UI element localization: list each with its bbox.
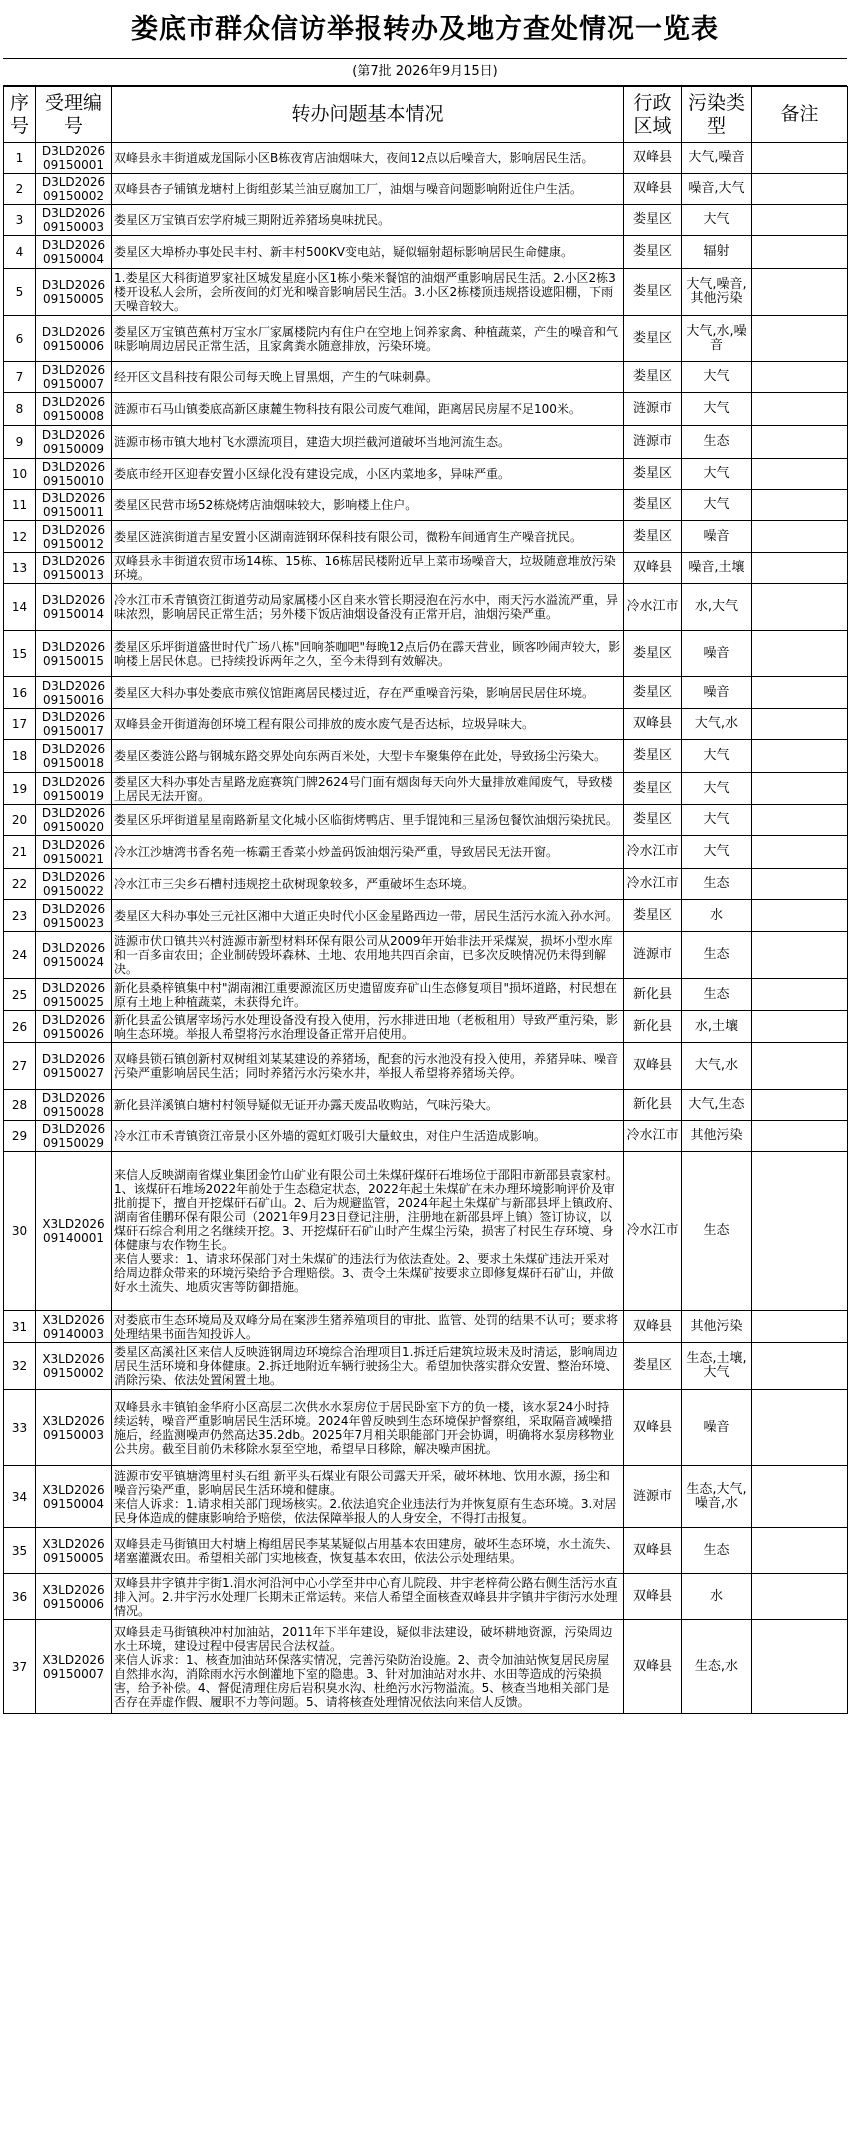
cell-note xyxy=(752,677,848,709)
cell-region: 娄星区 xyxy=(624,631,682,677)
table-row xyxy=(4,205,848,236)
cell-region: 双峰县 xyxy=(624,1574,682,1620)
cell-type: 生态 xyxy=(682,1152,752,1311)
table-row xyxy=(4,553,848,584)
cell-code: D3LD2026 09150019 xyxy=(36,773,112,805)
cell-region: 双峰县 xyxy=(624,1043,682,1090)
cell-type: 大气,水 xyxy=(682,1043,752,1090)
table-row xyxy=(4,932,848,979)
cell-note xyxy=(752,1090,848,1121)
table-row xyxy=(4,677,848,709)
cell-region: 娄星区 xyxy=(624,236,682,269)
cell-region: 新化县 xyxy=(624,979,682,1011)
cell-desc: 来信人反映湖南省煤业集团金竹山矿业有限公司土朱煤矸煤矸石堆场位于邵阳市新邵县袁家村。1、该煤矸石堆场2022年前处于生态稳定状态，2022年起土朱煤矿在未办理环境影响评价及审批前提下，擅自开挖煤矸石矿山。2、后为规避监管，2024年起土朱煤矿与新邵县坪上镇政府、湖南省佳鹏环保有限公司（2021年9月23日登记注册，注册地在新邵县坪上镇）签订协议，以煤矸石综合利用之名继续开挖。3、开挖煤矸石矿山时产生煤尘污染，损害了村民生存环境、身体健康与农作物生长。 来信人要求：1、请求环保部门对土朱煤矿的违法行为依法查处。2、要求土朱煤矿违法开采对给周边群众带来的环境污染给予合理赔偿。3、责令土朱煤矿按要求立即修复煤矸石矿山，并做好水土流失、地质灾害等防御措施。 xyxy=(112,1152,624,1311)
cell-region: 娄星区 xyxy=(624,205,682,236)
cell-note xyxy=(752,1311,848,1343)
header-region: 行政区域 xyxy=(624,87,682,143)
cell-type: 其他污染 xyxy=(682,1121,752,1152)
cell-region: 娄星区 xyxy=(624,490,682,521)
cell-code: D3LD2026 09150027 xyxy=(36,1043,112,1090)
cell-code: D3LD2026 09150024 xyxy=(36,932,112,979)
cell-note xyxy=(752,1011,848,1043)
table-row xyxy=(4,1121,848,1152)
cell-note xyxy=(752,174,848,205)
cell-type: 其他污染 xyxy=(682,1311,752,1343)
cell-code: D3LD2026 09150004 xyxy=(36,236,112,269)
cell-no: 21 xyxy=(4,836,36,869)
cell-desc: 双峰县走马街镇田大村塘上梅组居民李某某疑似占用基本农田建房，破坏生态环境，水土流失、堵塞灌溉农田。希望相关部门实地核查，恢复基本农田，依法公示处理结果。 xyxy=(112,1528,624,1574)
cell-note xyxy=(752,709,848,740)
cell-type: 噪音 xyxy=(682,1390,752,1466)
table-header-row xyxy=(4,87,848,143)
header-type: 污染类型 xyxy=(682,87,752,143)
cell-region: 冷水江市 xyxy=(624,869,682,900)
cell-code: D3LD2026 09150006 xyxy=(36,316,112,362)
table-row xyxy=(4,805,848,836)
cell-note xyxy=(752,773,848,805)
cell-region: 涟源市 xyxy=(624,1466,682,1528)
cell-note xyxy=(752,393,848,426)
cell-type: 噪音 xyxy=(682,677,752,709)
cell-note xyxy=(752,362,848,393)
table-row xyxy=(4,1528,848,1574)
cell-region: 新化县 xyxy=(624,1011,682,1043)
cell-note xyxy=(752,1043,848,1090)
cell-type: 大气,生态 xyxy=(682,1090,752,1121)
cell-no: 5 xyxy=(4,269,36,316)
cell-desc: 双峰县杏子铺镇龙塘村上街组彭某兰油豆腐加工厂，油烟与噪音问题影响附近住户生活。 xyxy=(112,174,624,205)
cell-note xyxy=(752,932,848,979)
cell-desc: 新化县孟公镇屠宰场污水处理设备没有投入使用，污水排进田地（老板租用）导致严重污染，影响生态环境。举报人希望将污水治理设备正常开启使用。 xyxy=(112,1011,624,1043)
cell-code: D3LD2026 09150025 xyxy=(36,979,112,1011)
cell-no: 29 xyxy=(4,1121,36,1152)
table-row xyxy=(4,1466,848,1528)
table-row xyxy=(4,490,848,521)
cell-no: 3 xyxy=(4,205,36,236)
table-row xyxy=(4,1343,848,1390)
cell-no: 18 xyxy=(4,740,36,773)
cell-region: 双峰县 xyxy=(624,1620,682,1714)
cell-note xyxy=(752,584,848,631)
cell-desc: 娄底市经开区迎春安置小区绿化没有建设完成，小区内菜地多，异味严重。 xyxy=(112,459,624,490)
cell-no: 11 xyxy=(4,490,36,521)
cell-type: 大气 xyxy=(682,362,752,393)
cell-region: 娄星区 xyxy=(624,900,682,932)
table-row xyxy=(4,900,848,932)
cell-note xyxy=(752,1343,848,1390)
cell-code: D3LD2026 09150008 xyxy=(36,393,112,426)
header-code: 受理编号 xyxy=(36,87,112,143)
cell-note xyxy=(752,1466,848,1528)
cell-note xyxy=(752,236,848,269)
cell-no: 32 xyxy=(4,1343,36,1390)
table-row xyxy=(4,269,848,316)
table-row xyxy=(4,236,848,269)
cell-no: 27 xyxy=(4,1043,36,1090)
cell-type: 生态 xyxy=(682,869,752,900)
cell-note xyxy=(752,631,848,677)
table-row xyxy=(4,521,848,553)
cell-region: 双峰县 xyxy=(624,553,682,584)
cell-region: 双峰县 xyxy=(624,1528,682,1574)
cell-desc: 娄星区大科办事处三元社区湘中大道正央时代小区金星路西边一带，居民生活污水流入孙水河。 xyxy=(112,900,624,932)
cell-type: 生态 xyxy=(682,932,752,979)
cell-note xyxy=(752,426,848,459)
cell-code: D3LD2026 09150005 xyxy=(36,269,112,316)
cell-region: 冷水江市 xyxy=(624,584,682,631)
cell-type: 生态,水 xyxy=(682,1620,752,1714)
cell-desc: 新化县洋溪镇白塘村村领导疑似无证开办露天废品收购站，气味污染大。 xyxy=(112,1090,624,1121)
cell-no: 22 xyxy=(4,869,36,900)
cell-code: D3LD2026 09150001 xyxy=(36,143,112,174)
cell-code: D3LD2026 09150020 xyxy=(36,805,112,836)
table-row xyxy=(4,174,848,205)
table-row xyxy=(4,869,848,900)
cell-type: 水,土壤 xyxy=(682,1011,752,1043)
cell-desc: 冷水江市禾青镇资江街道劳动局家属楼小区自来水管长期浸泡在污水中，雨天污水溢流严重，异味浓烈，影响居民正常生活；另外楼下饭店油烟设备没有正常开启，油烟污染严重。 xyxy=(112,584,624,631)
table-row xyxy=(4,426,848,459)
cell-code: X3LD2026 09150005 xyxy=(36,1528,112,1574)
cell-desc: 娄星区民营市场52栋烧烤店油烟味较大，影响楼上住户。 xyxy=(112,490,624,521)
cell-region: 娄星区 xyxy=(624,362,682,393)
table-row xyxy=(4,1574,848,1620)
table-row xyxy=(4,1090,848,1121)
cell-type: 生态 xyxy=(682,1528,752,1574)
cell-note xyxy=(752,269,848,316)
cell-code: X3LD2026 09150006 xyxy=(36,1574,112,1620)
cell-type: 大气,水,噪音 xyxy=(682,316,752,362)
cell-note xyxy=(752,553,848,584)
cell-note xyxy=(752,205,848,236)
cell-region: 娄星区 xyxy=(624,1343,682,1390)
cell-note xyxy=(752,805,848,836)
cell-note xyxy=(752,836,848,869)
cell-code: D3LD2026 09150023 xyxy=(36,900,112,932)
cell-desc: 娄星区乐坪街道盛世时代广场八栋"回响茶咖吧"每晚12点后仍在霹天营业，顾客吵闹声较大，影响楼上居民休息。已持续投诉两年之久，至今未得到有效解决。 xyxy=(112,631,624,677)
cell-type: 大气 xyxy=(682,740,752,773)
cell-region: 双峰县 xyxy=(624,143,682,174)
cell-desc: 涟源市杨市镇大地村飞水漂流项目，建造大坝拦截河道破坏当地河流生态。 xyxy=(112,426,624,459)
cell-code: D3LD2026 09150003 xyxy=(36,205,112,236)
cell-note xyxy=(752,1121,848,1152)
cell-no: 17 xyxy=(4,709,36,740)
cell-desc: 涟源市石马山镇娄底高新区康麓生物科技有限公司废气难闻，距离居民房屋不足100米。 xyxy=(112,393,624,426)
cell-desc: 冷水江市三尖乡石槽村违规挖土砍树现象较多，严重破坏生态环境。 xyxy=(112,869,624,900)
cell-note xyxy=(752,1574,848,1620)
cell-code: X3LD2026 09140001 xyxy=(36,1152,112,1311)
cell-region: 涟源市 xyxy=(624,393,682,426)
cell-region: 双峰县 xyxy=(624,709,682,740)
cell-no: 9 xyxy=(4,426,36,459)
cell-code: X3LD2026 09150003 xyxy=(36,1390,112,1466)
cell-type: 噪音,大气 xyxy=(682,174,752,205)
cell-region: 娄星区 xyxy=(624,269,682,316)
cell-code: D3LD2026 09150010 xyxy=(36,459,112,490)
cell-no: 23 xyxy=(4,900,36,932)
cell-region: 娄星区 xyxy=(624,521,682,553)
table-row xyxy=(4,1620,848,1714)
cell-desc: 双峰县井字镇井宇街1.涓水河沿河中心小学至井中心育儿院段、井宇老梓荷公路右侧生活污水直排入河。2.井宇污水处理厂长期未正常运转。来信人希望全面核查双峰县井字镇井宇街污水处理情况。 xyxy=(112,1574,624,1620)
cell-no: 28 xyxy=(4,1090,36,1121)
table-row xyxy=(4,979,848,1011)
cell-type: 噪音 xyxy=(682,521,752,553)
table-row xyxy=(4,836,848,869)
cell-type: 大气 xyxy=(682,836,752,869)
cell-code: D3LD2026 09150015 xyxy=(36,631,112,677)
cell-no: 19 xyxy=(4,773,36,805)
cell-desc: 娄星区高溪社区来信人反映涟钢周边环境综合治理项目1.拆迁后建筑垃圾未及时清运，影响周边居民生活环境和身体健康。2.拆迁地附近车辆行驶扬尘大。希望加快落实群众安置、整治环境、消除污染、依法处置闲置土地。 xyxy=(112,1343,624,1390)
cell-region: 娄星区 xyxy=(624,677,682,709)
cell-desc: 经开区文昌科技有限公司每天晚上冒黑烟，产生的气味刺鼻。 xyxy=(112,362,624,393)
table-row xyxy=(4,1311,848,1343)
cell-type: 辐射 xyxy=(682,236,752,269)
cell-code: X3LD2026 09140003 xyxy=(36,1311,112,1343)
header-note: 备注 xyxy=(752,87,848,143)
cell-region: 娄星区 xyxy=(624,773,682,805)
table-row xyxy=(4,740,848,773)
cell-region: 涟源市 xyxy=(624,932,682,979)
cell-note xyxy=(752,1390,848,1466)
cell-type: 生态,土壤,大气 xyxy=(682,1343,752,1390)
cell-type: 水 xyxy=(682,1574,752,1620)
cell-desc: 冷水江沙塘湾书香名苑一栋霸王香菜小炒盖码饭油烟污染严重，导致居民无法开窗。 xyxy=(112,836,624,869)
cell-region: 娄星区 xyxy=(624,459,682,490)
cell-note xyxy=(752,979,848,1011)
cell-no: 7 xyxy=(4,362,36,393)
cell-desc: 娄星区万宝镇芭蕉村万宝水厂家属楼院内有住户在空地上饲养家禽、种植蔬菜，产生的噪音和气味影响周边居民正常生活，且家禽粪水随意排放，污染环境。 xyxy=(112,316,624,362)
table-row xyxy=(4,1152,848,1311)
table-row xyxy=(4,1390,848,1466)
cell-desc: 娄星区涟滨街道吉星安置小区湖南涟钢环保科技有限公司，微粉车间通宵生产噪音扰民。 xyxy=(112,521,624,553)
complaint-table xyxy=(3,86,848,1714)
cell-no: 20 xyxy=(4,805,36,836)
cell-no: 35 xyxy=(4,1528,36,1574)
cell-desc: 双峰县永丰街道威龙国际小区B栋夜宵店油烟味大，夜间12点以后噪音大，影响居民生活。 xyxy=(112,143,624,174)
cell-no: 1 xyxy=(4,143,36,174)
cell-no: 6 xyxy=(4,316,36,362)
cell-no: 4 xyxy=(4,236,36,269)
cell-code: D3LD2026 09150014 xyxy=(36,584,112,631)
cell-type: 大气 xyxy=(682,805,752,836)
cell-code: D3LD2026 09150002 xyxy=(36,174,112,205)
cell-desc: 对娄底市生态环境局及双峰分局在案涉生猪养殖项目的审批、监管、处罚的结果不认可；要求将处理结果书面告知投诉人。 xyxy=(112,1311,624,1343)
cell-desc: 双峰县金开街道海创环境工程有限公司排放的废水废气是否达标，垃圾异味大。 xyxy=(112,709,624,740)
cell-note xyxy=(752,1152,848,1311)
table-row xyxy=(4,1043,848,1090)
cell-desc: 双峰县锁石镇创新村双树组刘某某建设的养猪场，配套的污水池没有投入使用，养猪异味、噪音污染严重影响居民生活；同时养猪污水污染水井，举报人希望将养猪场关停。 xyxy=(112,1043,624,1090)
cell-desc: 冷水江市禾青镇资江帝景小区外墙的霓虹灯吸引大量蚊虫，对住户生活造成影响。 xyxy=(112,1121,624,1152)
cell-note xyxy=(752,900,848,932)
cell-desc: 娄星区万宝镇百宏学府城三期附近养猪场臭味扰民。 xyxy=(112,205,624,236)
cell-code: X3LD2026 09150007 xyxy=(36,1620,112,1714)
cell-no: 14 xyxy=(4,584,36,631)
cell-code: D3LD2026 09150028 xyxy=(36,1090,112,1121)
document-title: 娄底市群众信访举报转办及地方查处情况一览表 xyxy=(131,14,719,45)
table-row xyxy=(4,316,848,362)
cell-desc: 娄星区大科办事处吉星路龙庭赛筑门牌2624号门面有烟囱每天向外大量排放难闻废气，导致楼上居民无法开窗。 xyxy=(112,773,624,805)
cell-type: 大气,水 xyxy=(682,709,752,740)
cell-desc: 双峰县永丰镇铂金华府小区高层二次供水水泵房位于居民卧室下方的负一楼，该水泵24小时持续运转，噪音严重影响居民生活环境。2024年曾反映到生态环境保护督察组，采取隔音减噪措施后，经监测噪声仍然高达35.2db。2025年7月相关职能部门开会协调，明确将水泵房移物业公共房。截至目前仍未移除水泵至空地，希望早日移除，解决噪声困扰。 xyxy=(112,1390,624,1466)
cell-code: D3LD2026 09150022 xyxy=(36,869,112,900)
document-subtitle: (第7批 2026年9月15日) xyxy=(3,58,847,86)
cell-type: 水,大气 xyxy=(682,584,752,631)
cell-note xyxy=(752,1620,848,1714)
cell-no: 30 xyxy=(4,1152,36,1311)
cell-note xyxy=(752,316,848,362)
cell-desc: 涟源市安平镇塘湾里村头石组 新平头石煤业有限公司露天开采，破坏林地、饮用水源，扬尘和噪音污染严重，影响居民生活环境和健康。 来信人诉求：1.请求相关部门现场核实。2.依法追究企业违法行为并恢复原有生态环境。3.对居民身体造成的健康影响给予赔偿，依法保障举报人的人身安全，不得打击报复。 xyxy=(112,1466,624,1528)
cell-no: 13 xyxy=(4,553,36,584)
cell-note xyxy=(752,1528,848,1574)
cell-type: 噪音,土壤 xyxy=(682,553,752,584)
cell-type: 生态,大气,噪音,水 xyxy=(682,1466,752,1528)
cell-no: 33 xyxy=(4,1390,36,1466)
cell-desc: 双峰县走马街镇秧冲村加油站，2011年下半年建设，疑似非法建设，破坏耕地资源，污染周边水土环境，建设过程中侵害居民合法权益。 来信人诉求：1、核查加油站环保落实情况，完善污染防治设施。2、责令加油站恢复居民房屋自然排水沟，消除雨水污水倒灌地下室的隐患。3、针对加油站对水井、水田等造成的污染损害，给予补偿。4、督促清理住房后岩积臭水沟、杜绝污水污物溢流。5、核查当地相关部门是否存在弄虚作假、履职不力等问题。5、请将核查处理情况依法向来信人反馈。 xyxy=(112,1620,624,1714)
cell-code: D3LD2026 09150013 xyxy=(36,553,112,584)
cell-region: 新化县 xyxy=(624,1090,682,1121)
cell-code: D3LD2026 09150021 xyxy=(36,836,112,869)
cell-code: D3LD2026 09150009 xyxy=(36,426,112,459)
cell-note xyxy=(752,740,848,773)
cell-note xyxy=(752,869,848,900)
cell-type: 生态 xyxy=(682,979,752,1011)
cell-type: 生态 xyxy=(682,426,752,459)
cell-type: 噪音 xyxy=(682,631,752,677)
cell-note xyxy=(752,143,848,174)
table-row xyxy=(4,773,848,805)
table-row xyxy=(4,709,848,740)
cell-code: D3LD2026 09150011 xyxy=(36,490,112,521)
cell-note xyxy=(752,459,848,490)
cell-no: 2 xyxy=(4,174,36,205)
cell-region: 娄星区 xyxy=(624,316,682,362)
cell-region: 双峰县 xyxy=(624,1390,682,1466)
header-no: 序号 xyxy=(4,87,36,143)
cell-type: 大气,噪音,其他污染 xyxy=(682,269,752,316)
cell-desc: 涟源市伏口镇共兴村涟源市新型材料环保有限公司从2009年开始非法开采煤炭，损坏小型水库和一百多亩农田；企业制砖毁坏森林、土地、农用地共四百余亩，已多次反映情况仍未得到解决。 xyxy=(112,932,624,979)
cell-type: 大气 xyxy=(682,773,752,805)
cell-type: 大气,噪音 xyxy=(682,143,752,174)
cell-code: D3LD2026 09150016 xyxy=(36,677,112,709)
cell-no: 25 xyxy=(4,979,36,1011)
cell-no: 34 xyxy=(4,1466,36,1528)
cell-no: 36 xyxy=(4,1574,36,1620)
cell-note xyxy=(752,521,848,553)
cell-no: 15 xyxy=(4,631,36,677)
cell-type: 水 xyxy=(682,900,752,932)
table-row xyxy=(4,631,848,677)
cell-desc: 娄星区乐坪街道星星南路新星文化城小区临街烤鸭店、里手馄饨和三星汤包餐饮油烟污染扰民。 xyxy=(112,805,624,836)
cell-code: X3LD2026 09150002 xyxy=(36,1343,112,1390)
cell-desc: 娄星区大科办事处娄底市殡仪馆距离居民楼过近，存在严重噪音污染，影响居民居住环境。 xyxy=(112,677,624,709)
table-row xyxy=(4,459,848,490)
cell-no: 8 xyxy=(4,393,36,426)
table-row xyxy=(4,1011,848,1043)
cell-desc: 娄星区大埠桥办事处民丰村、新丰村500KV变电站，疑似辐射超标影响居民生命健康。 xyxy=(112,236,624,269)
cell-code: D3LD2026 09150029 xyxy=(36,1121,112,1152)
cell-desc: 娄星区娄涟公路与钢城东路交界处向东两百米处，大型卡车聚集停在此处，导致扬尘污染大。 xyxy=(112,740,624,773)
cell-no: 16 xyxy=(4,677,36,709)
cell-no: 10 xyxy=(4,459,36,490)
cell-type: 大气 xyxy=(682,459,752,490)
cell-note xyxy=(752,490,848,521)
cell-code: D3LD2026 09150007 xyxy=(36,362,112,393)
cell-no: 37 xyxy=(4,1620,36,1714)
cell-region: 冷水江市 xyxy=(624,836,682,869)
cell-code: D3LD2026 09150026 xyxy=(36,1011,112,1043)
cell-code: X3LD2026 09150004 xyxy=(36,1466,112,1528)
cell-region: 娄星区 xyxy=(624,740,682,773)
cell-code: D3LD2026 09150018 xyxy=(36,740,112,773)
table-row xyxy=(4,362,848,393)
table-row xyxy=(4,393,848,426)
cell-region: 冷水江市 xyxy=(624,1121,682,1152)
header-desc: 转办问题基本情况 xyxy=(112,87,624,143)
table-row xyxy=(4,143,848,174)
cell-code: D3LD2026 09150012 xyxy=(36,521,112,553)
cell-desc: 新化县桑梓镇集中村"湖南湘江重要源流区历史遗留废弃矿山生态修复项目"损坏道路，村民想在原有土地上种植蔬菜，未获得允许。 xyxy=(112,979,624,1011)
cell-desc: 双峰县永丰街道农贸市场14栋、15栋、16栋居民楼附近早上菜市场噪音大，垃圾随意堆放污染环境。 xyxy=(112,553,624,584)
table-row xyxy=(4,584,848,631)
cell-no: 24 xyxy=(4,932,36,979)
cell-no: 12 xyxy=(4,521,36,553)
cell-region: 涟源市 xyxy=(624,426,682,459)
cell-no: 31 xyxy=(4,1311,36,1343)
cell-region: 娄星区 xyxy=(624,805,682,836)
cell-region: 双峰县 xyxy=(624,1311,682,1343)
cell-no: 26 xyxy=(4,1011,36,1043)
cell-region: 冷水江市 xyxy=(624,1152,682,1311)
cell-region: 双峰县 xyxy=(624,174,682,205)
cell-code: D3LD2026 09150017 xyxy=(36,709,112,740)
cell-type: 大气 xyxy=(682,393,752,426)
cell-type: 大气 xyxy=(682,205,752,236)
cell-type: 大气 xyxy=(682,490,752,521)
cell-desc: 1.娄星区大科街道罗家社区城发星庭小区1栋小柴米餐馆的油烟严重影响居民生活。2.小区2栋3楼开设私人会所，会所夜间的灯光和噪音影响居民生活。3.小区2栋楼顶违规搭设遮阳棚，下雨天噪音较大。 xyxy=(112,269,624,316)
